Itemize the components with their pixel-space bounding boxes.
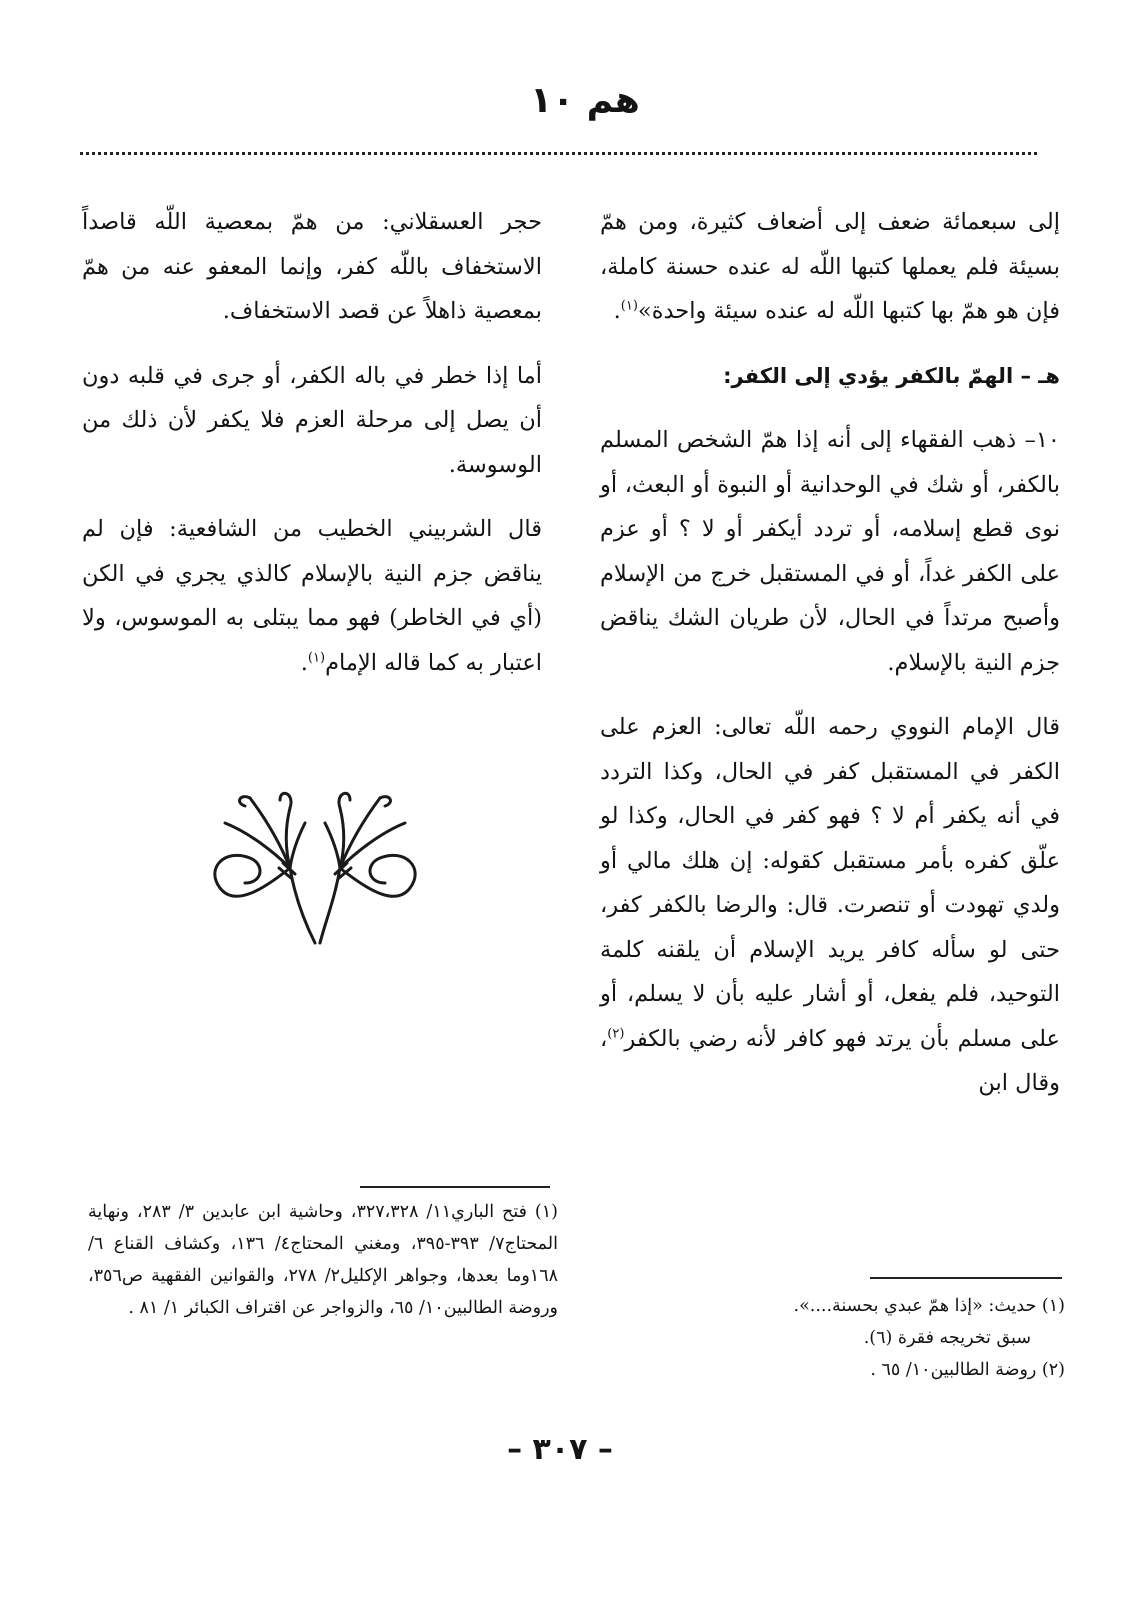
footnote-separator-right [870, 1277, 1062, 1279]
section-heading: هـ – الهمّ بالكفر يؤدي إلى الكفر: [723, 363, 1060, 388]
left-column [82, 200, 542, 685]
right-p3-text: قال الإمام النووي رحمه اللّه تعالى: العزم على الكفر في المستقبل كفر في الحال، وكذا التردد في أنه يكفر أم لا ؟ فهو كفر في الحال، وكذا لو علّق كفره بأمر مستقبل كقوله: إن هلك مالي أو ولدي تهودت أو تنصرت. قال: والرضا بالكفر كفر، حتى لو سأله كافر يريد الإسلام أن يلقنه كلمة التوحيد، فلم يفعل، أو أشار عليه بأن لا يسلم، أو على مسلم بأن يرتد فهو كافر لأنه رضي بالكفر [600, 714, 1060, 1052]
right-paragraph-1 [600, 200, 1060, 334]
footnote-separator-left [360, 1186, 550, 1188]
right-column [600, 200, 1060, 1106]
right-p1-end: . [613, 298, 621, 324]
left-paragraph-3 [82, 507, 542, 685]
floral-ornament [195, 778, 435, 948]
footnotes-left [88, 1196, 558, 1324]
header-dotted-rule [80, 152, 1037, 155]
left-p3-end: . [300, 649, 308, 676]
page-number: – ٣٠٧ – [507, 1432, 613, 1467]
right-p1-text: إلى سبعمائة ضعف إلى أضعاف كثيرة، ومن همّ بسيئة فلم يعملها كتبها اللّه له عنده حسنة كاملة، فإن هو همّ بها كتبها اللّه له عنده سيئة واحدة» [600, 209, 1060, 324]
right-p3-end: ، وقال ابن [600, 1025, 1060, 1096]
page-header: هم ١٠ [530, 80, 640, 121]
footnote-ref: (١) [620, 298, 638, 314]
footnote-1-right: (١) حديث: «إذا همّ عبدي بحسنة....». [793, 1296, 1065, 1316]
footnote-1-left: (١) فتح الباري١١/ ٣٢٧،٣٢٨، وحاشية ابن عابدين ٣/ ٢٨٣، ونهاية المحتاج٧/ ٣٩٣-٣٩٥، ومغني المحتاج٤/ ١٣٦، وكشاف القناع ٦/ ١٦٨وما بعدها، وجواهر الإكليل٢/ ٢٧٨، والقوانين الفقهية ص٣٥٦، وروضة الطالبين١٠/ ٦٥، والزواجر عن اقتراف الكبائر ١/ ٨١ . [88, 1202, 558, 1318]
footnote-1-right-sub: سبق تخريجه فقرة (٦). [863, 1328, 1031, 1348]
footnote-2-right: (٢) روضة الطالبين١٠/ ٦٥ . [870, 1360, 1065, 1380]
left-paragraph-2: أما إذا خطر في باله الكفر، أو جرى في قلبه دون أن يصل إلى مرحلة العزم فلا يكفر لأن ذلك من الوسوسة. [82, 362, 542, 478]
footnotes-right [600, 1290, 1065, 1386]
footnote-ref: (١) [307, 650, 326, 665]
footnote-ref: (٢) [607, 1026, 625, 1041]
right-paragraph-3 [600, 705, 1060, 1106]
left-paragraph-1: حجر العسقلاني: من همّ بمعصية اللّه قاصداً الاستخفاف باللّه كفر، وإنما المعفو عنه من همّ بمعصية ذاهلاً عن قصد الاستخفاف. [82, 209, 542, 324]
right-paragraph-2: ١٠– ذهب الفقهاء إلى أنه إذا همّ الشخص المسلم بالكفر، أو شك في الوحدانية أو النبوة أو البعث، أو نوى قطع إسلامه، أو تردد أيكفر أو لا ؟ أو عزم على الكفر غداً، أو في المستقبل خرج من الإسلام وأصبح مرتداً في الحال، لأن طريان الشك يناقض جزم النية بالإسلام. [600, 427, 1060, 676]
left-p3-text: قال الشربيني الخطيب من الشافعية: فإن لم يناقض جزم النية بالإسلام كالذي يجري في الكن (أي في الخاطر) فهو مما يبتلى به الموسوس، ولا اعتبار به كما قاله الإمام [82, 516, 542, 676]
